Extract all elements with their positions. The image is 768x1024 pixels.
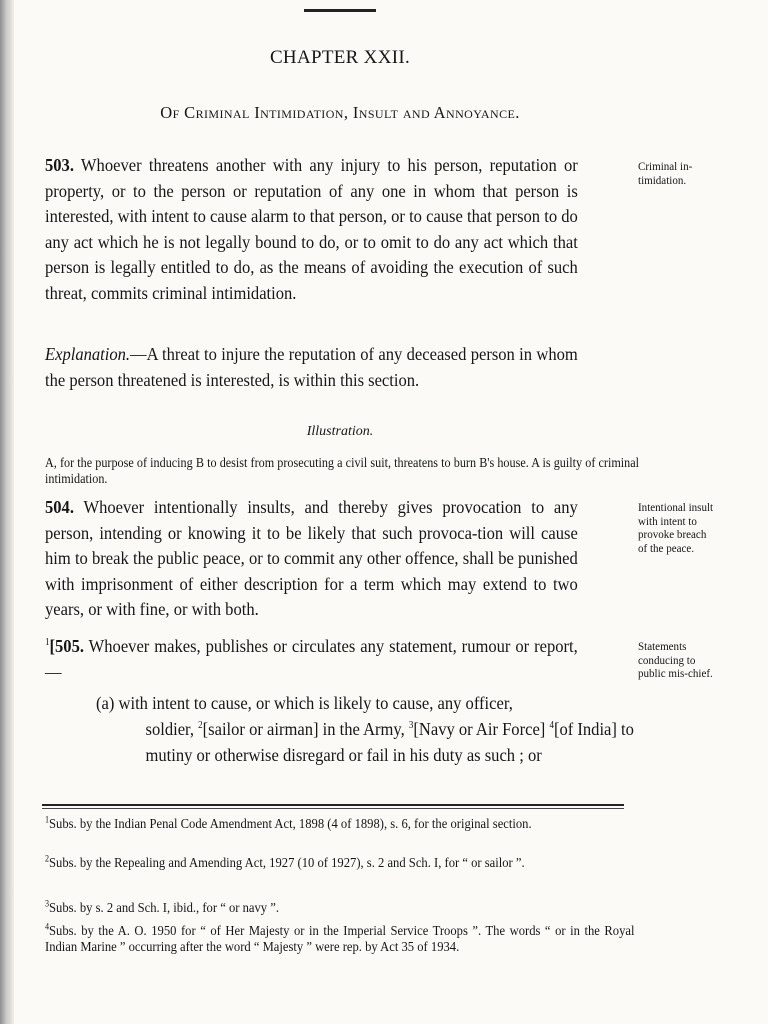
explanation-503 (45, 342, 578, 393)
footnote-mark: 2 (198, 719, 203, 731)
footnote-mark: 1 (45, 636, 50, 648)
margin-note-503: Criminal in-timidation. (638, 159, 693, 187)
explanation-text: —A threat to injure the reputation of any deceased person in whom the person threatened is interested, is within this section. (45, 344, 578, 390)
footnote-1 (45, 814, 635, 833)
footnote-text: Subs. by the A. O. 1950 for “ of Her Majesty or in the Imperial Service Troops ”. The words “ or in the Royal Indian Marine ” occurring after the word “ Majesty ” were rep. by Act 35 of 1934. (45, 924, 635, 955)
footnote-mark: 3 (45, 898, 50, 909)
footnote-mark: 1 (45, 814, 50, 825)
section-503 (45, 153, 578, 307)
chapter-heading: CHAPTER XXII. (269, 47, 411, 68)
footnote-2 (45, 853, 635, 872)
section-504 (45, 495, 578, 623)
illustration-heading: Illustration. (306, 424, 374, 439)
footnote-mark: 4 (45, 921, 50, 932)
footnote-mark: 3 (408, 719, 414, 731)
clause-part: [Navy or Air Force] (413, 719, 550, 739)
margin-note-504: Intentional insult with intent to provoke breach of the peace. (638, 500, 714, 555)
footnote-mark: 2 (45, 853, 50, 864)
section-505 (45, 634, 578, 685)
section-text: Whoever intentionally insults, and thereby gives provocation to any person, intending or knowing it to be likely that such provoca-tion will cause him to break the public peace, or to commit any other offence, shall be punished with imprisonment of either description for a term which may extend to two years, or with fine, or with both. (45, 497, 578, 620)
section-number: [505. (49, 636, 84, 656)
explanation-label: Explanation. (45, 344, 131, 364)
footnote-4 (45, 921, 635, 955)
clause-a (96, 690, 636, 768)
section-text: Whoever threatens another with any injury to his person, reputation or property, or to the person or reputation of any one in whom that person is interested, with intent to cause alarm to that person, or to cause that person to do any act which he is not legally bound to do, or to omit to do any act which that person is legally entitled to do, as the means of avoiding the execution of such threat, commits criminal intimidation. (45, 155, 578, 303)
footnote-divider (42, 804, 624, 806)
clause-text: with intent to cause, or which is likely to cause, any officer, (114, 693, 513, 713)
footnote-divider-thin (42, 808, 624, 809)
footnote-mark: 4 (549, 719, 554, 731)
section-number: 503. (45, 155, 74, 175)
footnote-text: Subs. by s. 2 and Sch. I, ibid., for “ or navy ”. (49, 901, 279, 916)
clause-continuation (96, 716, 636, 768)
footnote-text: Subs. by the Indian Penal Code Amendment Act, 1898 (4 of 1898), s. 6, for the original section. (49, 817, 532, 832)
illustration-text: A, for the purpose of inducing B to desist from prosecuting a civil suit, threatens to burn B's house. A is guilty of criminal intimidation. (45, 455, 639, 486)
clause-part: soldier, (145, 719, 199, 739)
clause-part: [of India] to mutiny or otherwise disregard or fail in his duty as such ; or (145, 719, 634, 765)
clause-part: [sailor or airman] in the Army, (202, 719, 409, 739)
section-number: 504. (45, 497, 74, 517)
footnote-3 (45, 898, 635, 917)
chapter-subtitle: Of Criminal Intimidation, Insult and Annoyance. (160, 103, 520, 122)
clause-label: (a) (96, 693, 115, 713)
margin-note-505: Statements conducing to public mis-chief. (638, 639, 713, 680)
section-text: Whoever makes, publishes or circulates any statement, rumour or report,— (45, 636, 578, 682)
footnote-text: Subs. by the Repealing and Amending Act, 1927 (10 of 1927), s. 2 and Sch. I, for “ or sailor ”. (49, 856, 525, 871)
